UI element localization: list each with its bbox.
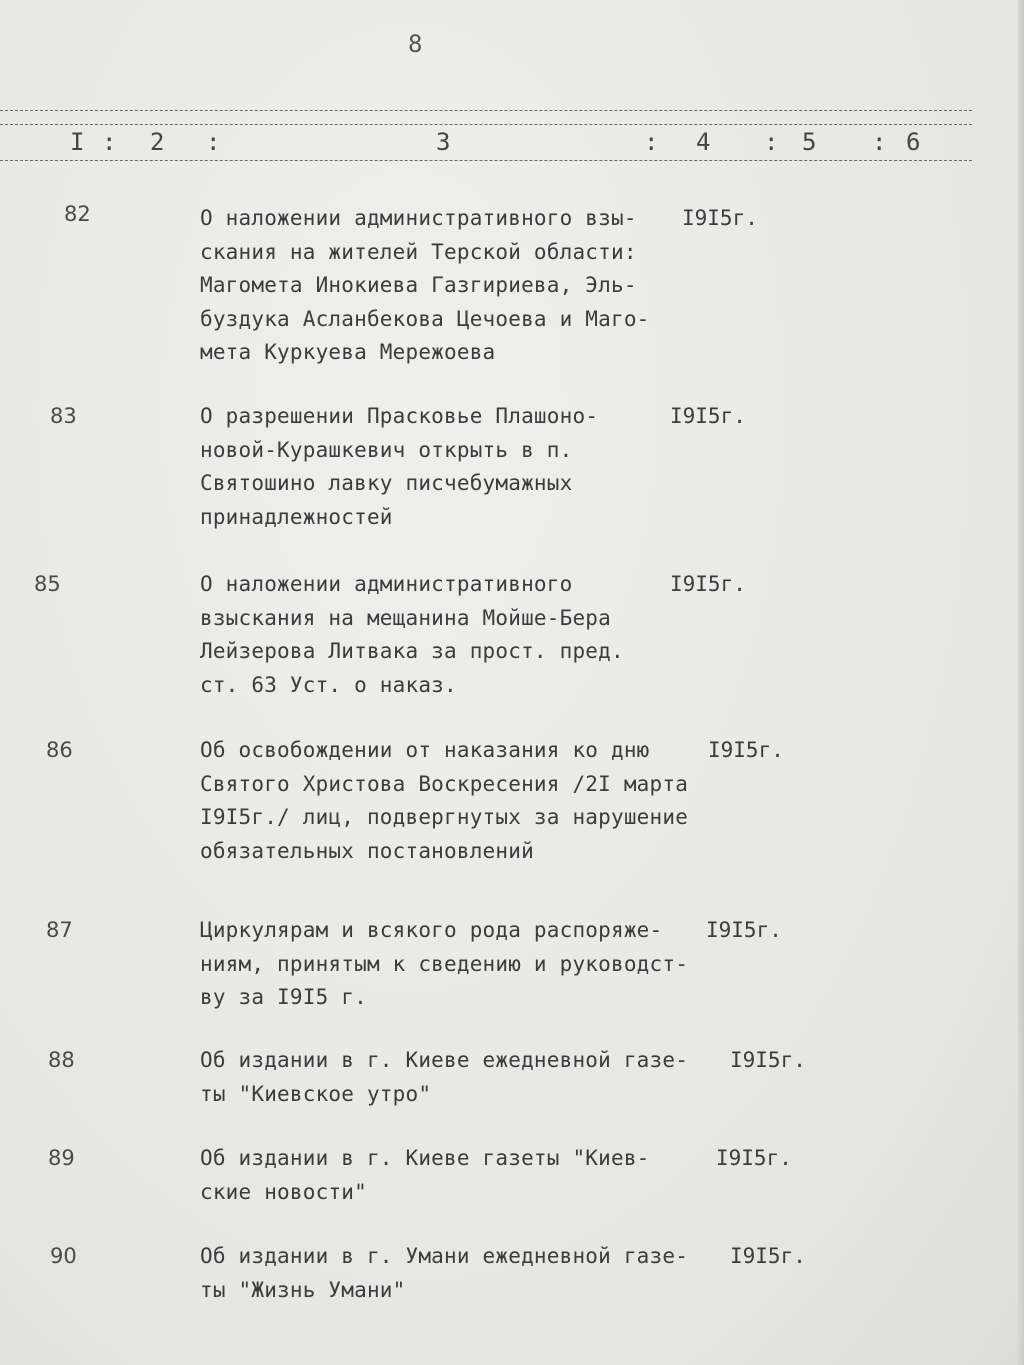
entry-number: 82 [64,202,91,226]
entry-description: Об издании в г. Киеве ежедневной газе- ты "Киевское утро" [200,1048,689,1106]
entry-year: I9I5г. [716,1146,792,1170]
entry-description: О наложении административного взыскания на мещанина Мойше-Бера Лейзерова Литвака за прост. пред. ст. 63 Уст. о наказ. [200,572,624,697]
column-separator: : [644,128,659,156]
entry-description: Об освобождении от наказания ко дню Святого Христова Воскресения /2I марта I9I5г./ лиц, подвергнутых за нарушение обязательных постановлений [200,738,689,863]
entry-number: 90 [50,1244,77,1268]
column-header-2: 2 [150,128,165,156]
entry-number: 83 [50,404,77,428]
column-header-4: 4 [696,128,711,156]
entry-description: Циркулярам и всякого рода распоряже- ниям, принятым к сведению и руководст- ву за I9I5 г. [200,918,689,1009]
entry-year: I9I5г. [706,918,782,942]
column-header-5: 5 [802,128,817,156]
column-separator: : [764,128,779,156]
entry-description: Об издании в г. Умани ежедневной газе- ты "Жизнь Умани" [200,1244,689,1302]
entry-year: I9I5г. [682,206,758,230]
entry-number: 85 [34,572,61,596]
column-header-row [0,128,972,158]
entry-number: 86 [46,738,73,762]
header-rule-top-2 [0,124,972,125]
column-separator: : [872,128,887,156]
page-number: 8 [408,30,423,58]
entry-year: I9I5г. [670,404,746,428]
column-header-3: 3 [436,128,451,156]
entry-description: О разрешении Прасковье Плашоно- новой-Курашкевич открыть в п. Святошино лавку писчебумажных принадлежностей [200,404,599,529]
entry-year: I9I5г. [730,1048,806,1072]
entry-description: О наложении административного взы- скания на жителей Терской области: Магомета Инокиева Газгириева, Эль- буздука Асланбекова Цечоева и Маго- мета Куркуева Мережоева [200,206,650,364]
header-rule-bottom [0,160,972,161]
entry-year: I9I5г. [708,738,784,762]
column-separator: : [206,128,221,156]
entry-year: I9I5г. [730,1244,806,1268]
entry-number: 89 [48,1146,75,1170]
header-rule-top [0,110,972,111]
entry-year: I9I5г. [670,572,746,596]
entry-number: 88 [48,1048,75,1072]
column-header-6: 6 [906,128,921,156]
binder-edge [1018,0,1024,1365]
entry-number: 87 [46,918,73,942]
column-header-1: I [70,128,85,156]
column-separator: : [102,128,117,156]
entry-description: Об издании в г. Киеве газеты "Киев- ские новости" [200,1146,650,1204]
